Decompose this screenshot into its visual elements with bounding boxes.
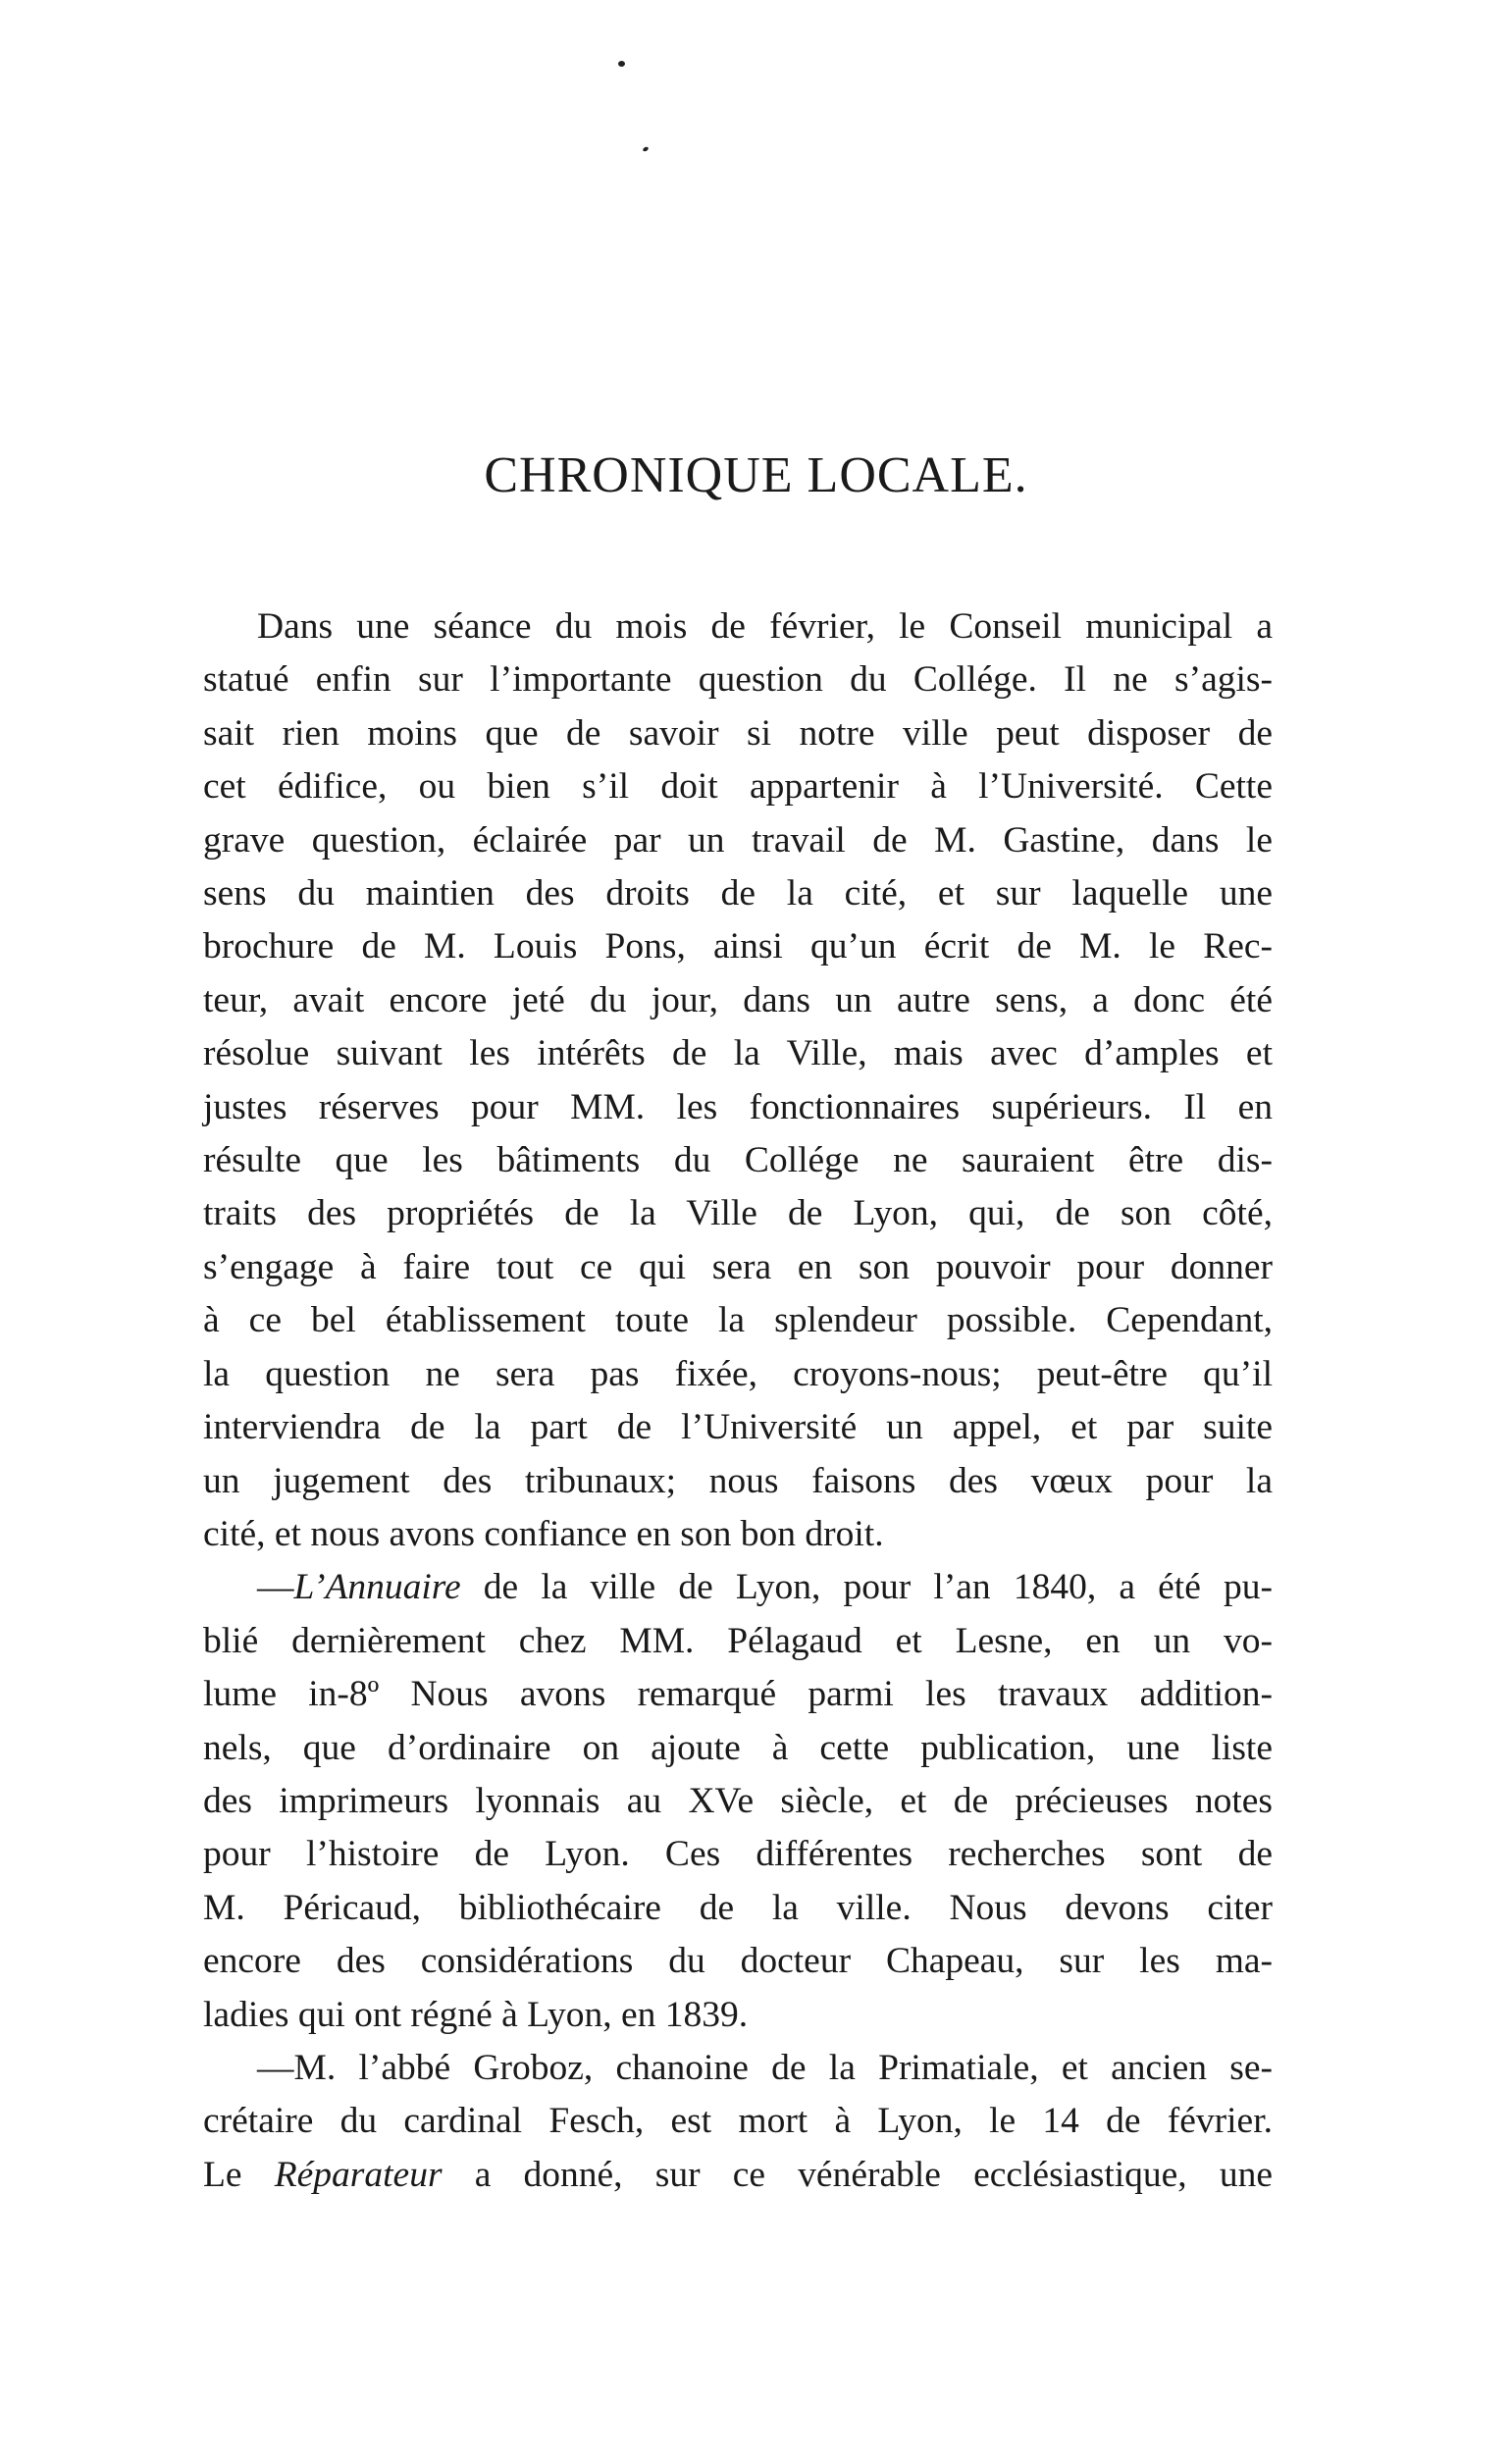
text-line: M. Péricaud, bibliothécaire de la ville. Nous devons citer bbox=[203, 1887, 1273, 1928]
text-line: sait rien moins que de savoir si notre ville peut disposer de bbox=[203, 712, 1273, 754]
text-line: grave question, éclairée par un travail de M. Gastine, dans le bbox=[203, 819, 1273, 861]
text-line: crétaire du cardinal Fesch, est mort à Lyon, le 14 de février. bbox=[203, 2101, 1273, 2142]
text-line: cité, et nous avons confiance en son bon droit. bbox=[203, 1513, 884, 1554]
newspaper-title: Réparateur bbox=[274, 2154, 443, 2195]
page-title: CHRONIQUE LOCALE. bbox=[484, 447, 1028, 503]
text-line: statué enfin sur l’importante question du Collége. Il ne s’agis- bbox=[203, 659, 1273, 701]
text-line: sens du maintien des droits de la cité, et sur laquelle une bbox=[203, 873, 1273, 914]
text-line: pour l’histoire de Lyon. Ces différentes recherches sont de bbox=[203, 1834, 1273, 1875]
text-fragment: Le bbox=[203, 2154, 275, 2195]
text-fragment: a donné, sur ce vénérable ecclésiastique, une bbox=[442, 2154, 1274, 2195]
text-line: résulte que les bâtiments du Collége ne sauraient être dis- bbox=[203, 1140, 1273, 1181]
text-line: encore des considérations du docteur Chapeau, sur les ma- bbox=[203, 1941, 1273, 1982]
text-line: un jugement des tribunaux; nous faisons des vœux pour la bbox=[203, 1460, 1273, 1501]
text-line bbox=[203, 2149, 1273, 2202]
text-line: des imprimeurs lyonnais au XVe siècle, et de précieuses notes bbox=[203, 1780, 1273, 1821]
text-line: teur, avait encore jeté du jour, dans un autre sens, a donc été bbox=[203, 979, 1273, 1020]
article-body bbox=[203, 601, 1273, 2202]
text-line: traits des propriétés de la Ville de Lyon, qui, de son côté, bbox=[203, 1193, 1273, 1234]
text-line: interviendra de la part de l’Université un appel, et par suite bbox=[203, 1407, 1273, 1448]
ink-speck bbox=[618, 61, 625, 67]
paragraph-conseil-municipal bbox=[203, 601, 1273, 1561]
text-line bbox=[203, 1561, 1273, 1614]
text-line: brochure de M. Louis Pons, ainsi qu’un écrit de M. le Rec- bbox=[203, 926, 1273, 967]
text-line: ladies qui ont régné à Lyon, en 1839. bbox=[203, 1994, 749, 2035]
text-line: à ce bel établissement toute la splendeur possible. Cependant, bbox=[203, 1300, 1273, 1341]
text-line: nels, que d’ordinaire on ajoute à cette publication, une liste bbox=[203, 1727, 1273, 1768]
paragraph-annuaire bbox=[203, 1561, 1273, 2042]
text-line: lume in-8º Nous avons remarqué parmi les travaux addition- bbox=[203, 1674, 1273, 1715]
text-line: cet édifice, ou bien s’il doit appartenir à l’Université. Cette bbox=[203, 766, 1273, 808]
text-line: —M. l’abbé Groboz, chanoine de la Primatiale, et ancien se- bbox=[257, 2047, 1273, 2088]
ink-speck bbox=[642, 146, 649, 152]
text-line: résolue suivant les intérêts de la Ville, mais avec d’amples et bbox=[203, 1033, 1273, 1074]
text-line: justes réserves pour MM. les fonctionnaires supérieurs. Il en bbox=[203, 1086, 1273, 1127]
text-fragment: de la ville de Lyon, pour l’an 1840, a été pu- bbox=[460, 1567, 1273, 1608]
em-dash: — bbox=[257, 1567, 294, 1608]
text-line: s’engage à faire tout ce qui sera en son pouvoir pour donner bbox=[203, 1246, 1273, 1287]
text-line: Dans une séance du mois de février, le Conseil municipal a bbox=[257, 606, 1273, 647]
paragraph-abbe-groboz bbox=[203, 2042, 1273, 2202]
text-line: la question ne sera pas fixée, croyons-nous; peut-être qu’il bbox=[203, 1353, 1273, 1394]
book-title: L’Annuaire bbox=[293, 1567, 461, 1608]
text-line: blié dernièrement chez MM. Pélagaud et Lesne, en un vo- bbox=[203, 1620, 1273, 1661]
